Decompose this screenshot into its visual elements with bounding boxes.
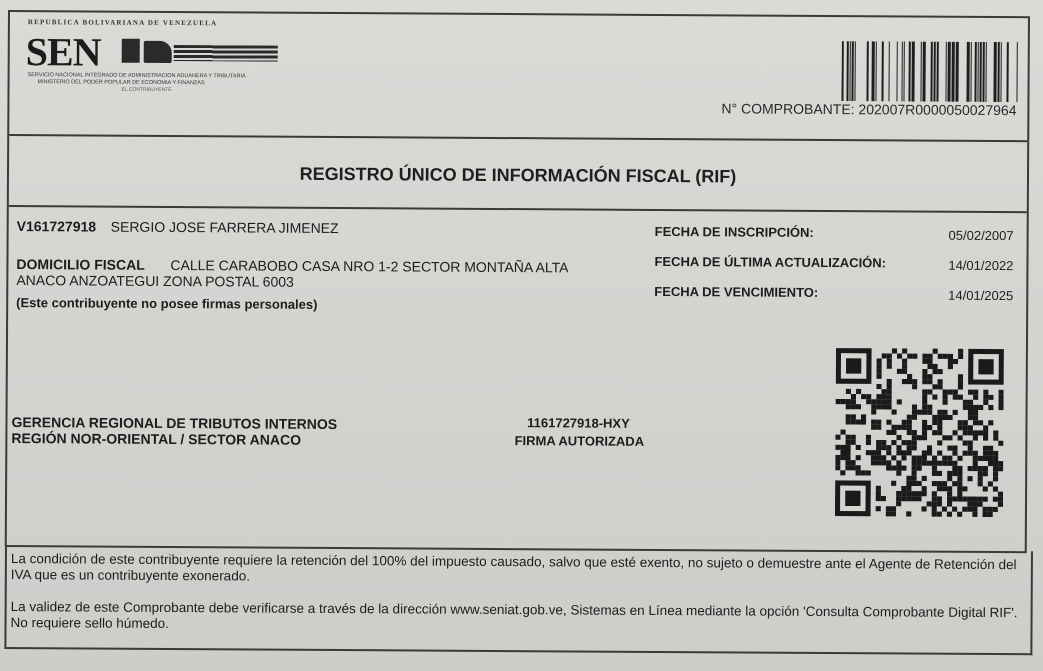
firmas-note: (Este contribuyente no posee firmas personales): [16, 295, 318, 312]
logo-subtitle-small: EL CONTRIBUYENTE: [121, 86, 172, 94]
header-divider: [9, 134, 1027, 142]
firma-code: 1161727918-HXY: [527, 415, 630, 431]
logo-stripes-icon: [174, 45, 278, 62]
validity-note: La validez de este Comprobante debe verificarse a través de la dirección www.seniat.gob.ve, Sistemas en Línea mediante la opción 'Consulta Comprobante Digital RIF'. No requiere sello húmedo.: [10, 599, 1018, 632]
seniat-logo: [21, 18, 282, 110]
gerencia-line2: REGIÓN NOR-ORIENTAL / SECTOR ANACO: [11, 430, 302, 448]
logo-subtitle: SERVICIO NACIONAL INTEGRADO DE ADMINISTRACION ADUANERA Y TRIBUTARIA: [27, 72, 246, 80]
logo-mark-icon: [122, 39, 140, 63]
logo-wordmark: SEN: [25, 29, 101, 75]
fecha-inscripcion-value: 05/02/2007: [948, 227, 1014, 244]
fecha-inscripcion-label: FECHA DE INSCRIPCIÓN:: [654, 223, 814, 240]
fecha-vencimiento-value: 14/01/2025: [948, 287, 1014, 304]
firma-autorizada-label: FIRMA AUTORIZADA: [514, 433, 645, 449]
fecha-vencimiento-label: FECHA DE VENCIMIENTO:: [654, 283, 819, 300]
taxpayer-name: SERGIO JOSE FARRERA JIMENEZ: [110, 218, 339, 237]
domicilio-address-line2: ANACO ANZOATEGUI ZONA POSTAL 6003: [16, 272, 294, 290]
logo-republica-text: REPUBLICA BOLIVARIANA DE VENEZUELA: [27, 18, 218, 28]
document-frame: [5, 10, 1030, 553]
gerencia-line1: GERENCIA REGIONAL DE TRIBUTOS INTERNOS: [11, 414, 338, 433]
qr-code-icon: [835, 347, 1004, 518]
barcode-icon: [841, 41, 1026, 102]
logo-mark-shape-icon: [144, 41, 172, 63]
logo-subtitle-ministerio: MINISTERIO DEL PODER POPULAR DE ECONOMIA Y FINANZAS: [37, 79, 205, 87]
rif-number: V161727918: [16, 218, 97, 235]
document-title: REGISTRO ÚNICO DE INFORMACIÓN FISCAL (RIF): [299, 163, 737, 187]
retention-note: La condición de este contribuyente requiere la retención del 100% del impuesto causado, salvo que esté exento, no sujeto o demuestre ante el Agente de Retención del IVA que es un contribuyente exonerado.: [10, 551, 1017, 584]
notes-section: [4, 545, 1033, 655]
comprobante-number: N° COMPROBANTE: 202007R0000050027964: [721, 100, 1017, 119]
domicilio-label: DOMICILIO FISCAL: [16, 256, 145, 273]
fecha-actualizacion-label: FECHA DE ÚLTIMA ACTUALIZACIÓN:: [654, 253, 887, 271]
domicilio-address-line1: CALLE CARABOBO CASA NRO 1-2 SECTOR MONTAÑA ALTA: [170, 256, 569, 276]
title-divider: [9, 205, 1027, 213]
fecha-actualizacion-value: 14/01/2022: [948, 257, 1014, 274]
